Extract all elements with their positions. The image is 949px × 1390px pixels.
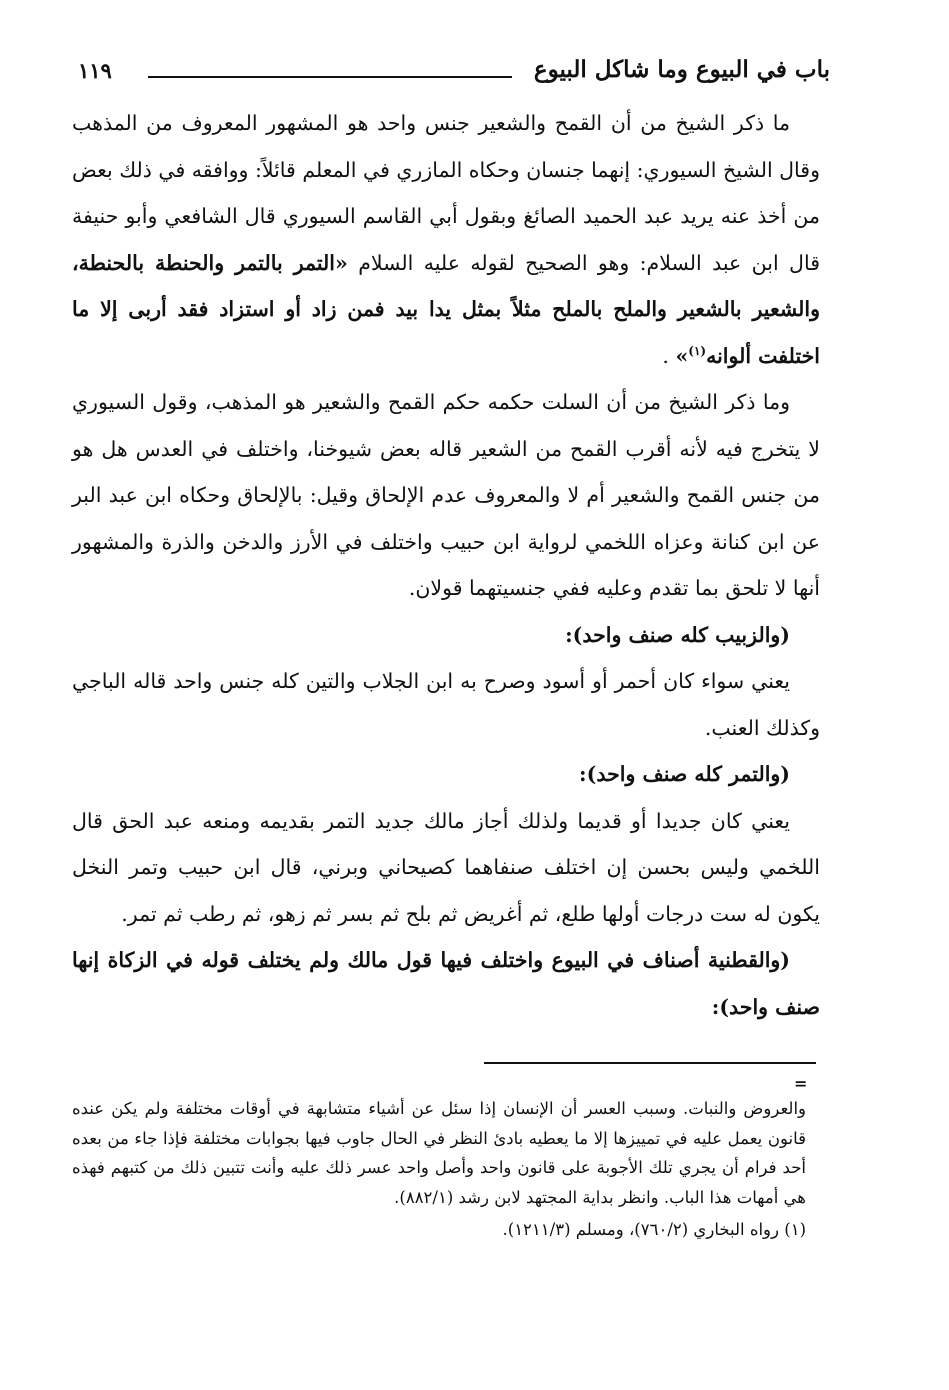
heading-raisins: (والزبيب كله صنف واحد): — [565, 622, 790, 647]
paragraph-wheat-barley — [72, 100, 820, 379]
header-rule — [148, 76, 512, 78]
footnote-continued: والعروض والنبات. وسبب العسر أن الإنسان إذا سئل عن أشياء متشابهة في أوقات مختلفة ولم يكن عنده قانون يعمل عليه في تمييزها إلا ما يعطيه بادئ النظر في الحال جاوب فيها بجوابات مختلفة فإذا جاء من بعده أحد فرام أن يجري تلك الأجوبة على قانون واحد وأصل واحد عسر ذلك عليه وأنت تتبين ذلك من كتبهم فهذه هي أمهات هذا الباب. وانظر بداية المجتهد لابن رشد (٨٨٢/١). — [72, 1099, 806, 1207]
heading-pulses: (والقطنية أصناف في البيوع واختلف فيها قول مالك ولم يختلف قوله في الزكاة إنها صنف واحد): — [72, 948, 820, 1019]
page-number: ١١٩ — [78, 58, 112, 83]
main-text — [72, 100, 820, 1030]
paragraph-raisins: يعني سواء كان أحمر أو أسود وصرح به ابن الجلاب والتين كله جنس واحد قاله الباجي وكذلك العنب. — [72, 669, 820, 740]
page-header — [70, 50, 830, 94]
paragraph-wheat-barley-tail: . — [662, 343, 676, 368]
hadith-close-quote: » — [675, 343, 689, 368]
chapter-title: باب في البيوع وما شاكل البيوع — [533, 56, 830, 83]
footnote-ref-1: (١) — [688, 343, 707, 358]
footnote-1: (١) رواه البخاري (٧٦٠/٢)، ومسلم (١٢١١/٣). — [502, 1220, 806, 1239]
footnote-continuation-mark: = — [794, 1074, 808, 1093]
footnotes — [72, 1094, 806, 1245]
heading-dates: (والتمر كله صنف واحد): — [579, 762, 790, 786]
paragraph-dates: يعني كان جديدا أو قديما ولذلك أجاز مالك جديد التمر بقديمه ومنعه عبد الحق قال اللخمي وليس بحسن إن اختلف صنفاهما كصيحاني وبرني، قال ابن حبيب وتمر النخل يكون له ست درجات أولها طلع، ثم أغريض ثم بلح ثم بسر ثم زهو، ثم رطب ثم تمر. — [72, 808, 820, 926]
footnote-rule — [484, 1062, 816, 1064]
paragraph-sult-lentils: وما ذكر الشيخ من أن السلت حكمه حكم القمح والشعير هو المذهب، وقول السيوري لا يتخرج فيه لأنه أقرب القمح من الشعير قاله بعض شيوخنا، واختلف في العدس هل هو من جنس القمح والشعير أم لا والمعروف عدم الإلحاق وقيل: بالإلحاق وحكاه ابن عبد البر عن ابن كنانة وعزاه اللخمي لرواية ابن حبيب واختلف في الأرز والدخن والذرة والمشهور أنها لا تلحق بما تقدم وعليه ففي جنسيتهما قولان. — [72, 390, 820, 600]
hadith-text: «التمر بالتمر والحنطة بالحنطة، والشعير بالشعير والملح بالملح مثلاً بمثل يدا بيد فمن زاد أو استزاد فقد أربى إلا ما اختلفت ألوانه — [72, 250, 820, 368]
paragraph-wheat-barley-intro: ما ذكر الشيخ من أن القمح والشعير جنس واحد هو المشهور المعروف من المذهب وقال الشيخ السيوري: إنهما جنسان وحكاه المازري في المعلم قائلاً: ووافقه في ذلك بعض من أخذ عنه يريد عبد الحميد الصائغ وبقول أبي القاسم السيوري قال الشافعي وأبو حنيفة قال ابن عبد السلام: وهو الصحيح لقوله عليه السلام — [71, 111, 820, 275]
